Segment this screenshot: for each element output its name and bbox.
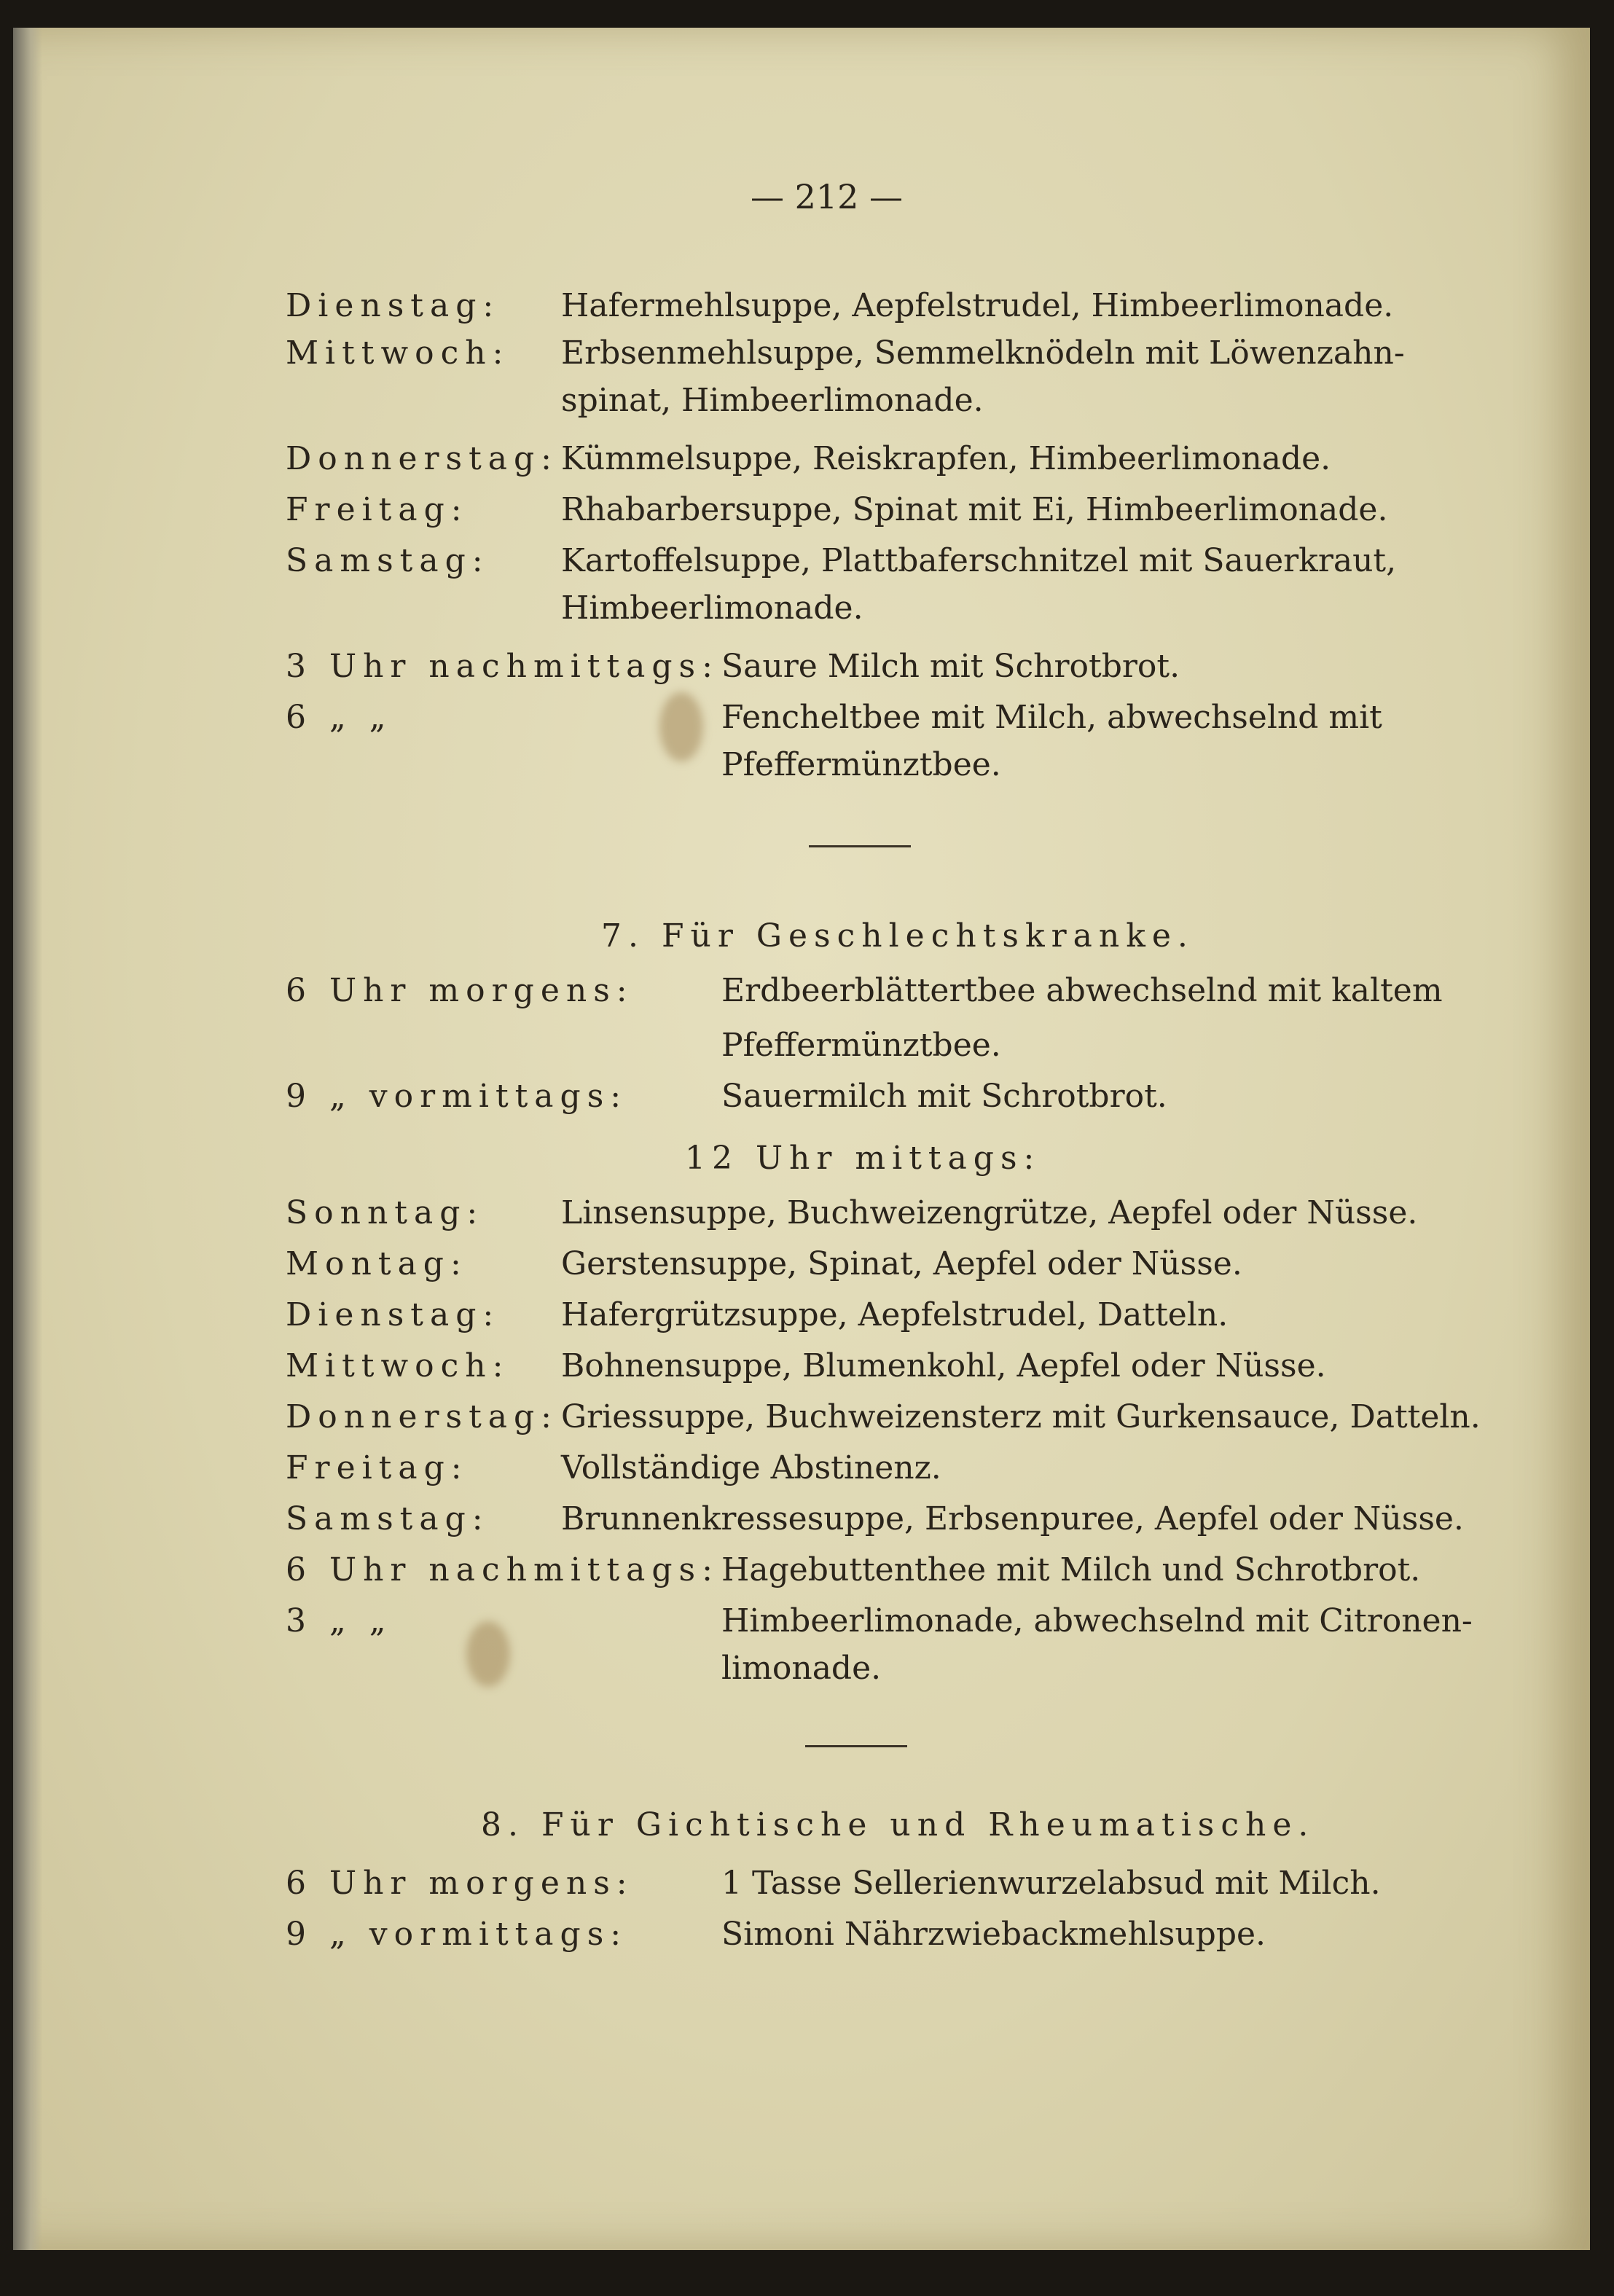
menu-text: Simoni Nährzwiebackmehlsuppe. xyxy=(721,1916,1266,1953)
time-label: 9 „ vormittags: xyxy=(286,1916,628,1953)
time-label: 6 Uhr morgens: xyxy=(286,972,634,1009)
day-label: Dienstag: xyxy=(286,287,501,324)
menu-text: Bohnensuppe, Blumenkohl, Aepfel oder Nüsse. xyxy=(561,1347,1326,1384)
paper-stain xyxy=(466,1621,510,1687)
menu-text: Kartoffelsuppe, Plattbaferschnitzel mit Sauerkraut, xyxy=(561,542,1397,579)
time-label: 9 „ vormittags: xyxy=(286,1078,628,1115)
menu-text: Kümmelsuppe, Reiskrapfen, Himbeerlimonade. xyxy=(561,440,1331,477)
time-label: 6 Uhr morgens: xyxy=(286,1865,634,1902)
day-label: Mittwoch: xyxy=(286,334,510,372)
menu-text: Erbsenmehlsuppe, Semmelknödeln mit Löwenzahn- xyxy=(561,334,1405,372)
menu-text: Brunnenkressesuppe, Erbsenpuree, Aepfel oder Nüsse. xyxy=(561,1500,1464,1537)
time-label: 3 Uhr nachmittags: xyxy=(286,648,719,685)
day-label: Samstag: xyxy=(286,542,490,579)
menu-text: Gerstensuppe, Spinat, Aepfel oder Nüsse. xyxy=(561,1245,1242,1282)
menu-text-continued: Pfeffermünztbee. xyxy=(721,1027,1001,1064)
menu-text: Erdbeerblättertbee abwechselnd mit kaltem xyxy=(721,972,1443,1009)
day-label: Samstag: xyxy=(286,1500,490,1537)
menu-text: Hafergrützsuppe, Aepfelstrudel, Datteln. xyxy=(561,1296,1229,1333)
section-heading: 8. Für Gichtische und Rheumatische. xyxy=(481,1806,1315,1844)
menu-text: Sauermilch mit Schrotbrot. xyxy=(721,1078,1167,1115)
time-label: 3 „ „ xyxy=(286,1602,393,1639)
day-label: Freitag: xyxy=(286,1449,469,1486)
menu-text-continued: spinat, Himbeerlimonade. xyxy=(561,382,984,419)
page-number: — 212 — xyxy=(751,177,904,216)
day-label: Donnerstag: xyxy=(286,440,558,477)
section-heading: 7. Für Geschlechtskranke. xyxy=(601,917,1194,955)
day-label: Dienstag: xyxy=(286,1296,501,1333)
menu-text: Vollständige Abstinenz. xyxy=(561,1449,941,1486)
menu-text-continued: limonade. xyxy=(721,1650,882,1687)
menu-text: Rhabarbersuppe, Spinat mit Ei, Himbeerlimonade. xyxy=(561,491,1388,528)
section-divider xyxy=(809,845,911,847)
menu-text: Himbeerlimonade, abwechselnd mit Citronen- xyxy=(721,1602,1473,1639)
menu-text-continued: Himbeerlimonade. xyxy=(561,589,863,627)
time-label: 6 „ „ xyxy=(286,699,393,736)
section-divider xyxy=(805,1745,907,1747)
day-label: Sonntag: xyxy=(286,1194,485,1231)
menu-text: 1 Tasse Sellerienwurzelabsud mit Milch. xyxy=(721,1865,1381,1902)
day-label: Mittwoch: xyxy=(286,1347,510,1384)
menu-text: Linsensuppe, Buchweizengrütze, Aepfel oder Nüsse. xyxy=(561,1194,1418,1231)
menu-text: Griessuppe, Buchweizensterz mit Gurkensauce, Datteln. xyxy=(561,1398,1481,1435)
time-label: 6 Uhr nachmittags: xyxy=(286,1551,719,1588)
day-label: Freitag: xyxy=(286,491,469,528)
paper-stain xyxy=(659,692,703,761)
midday-heading: 12 Uhr mittags: xyxy=(685,1140,1041,1177)
menu-text: Saure Milch mit Schrotbrot. xyxy=(721,648,1180,685)
menu-text-continued: Pfeffermünztbee. xyxy=(721,746,1001,783)
menu-text: Hafermehlsuppe, Aepfelstrudel, Himbeerlimonade. xyxy=(561,287,1394,324)
book-binding xyxy=(13,28,42,2250)
day-label: Donnerstag: xyxy=(286,1398,558,1435)
menu-text: Hagebuttenthee mit Milch und Schrotbrot. xyxy=(721,1551,1421,1588)
day-label: Montag: xyxy=(286,1245,468,1282)
menu-text: Fencheltbee mit Milch, abwechselnd mit xyxy=(721,699,1382,736)
